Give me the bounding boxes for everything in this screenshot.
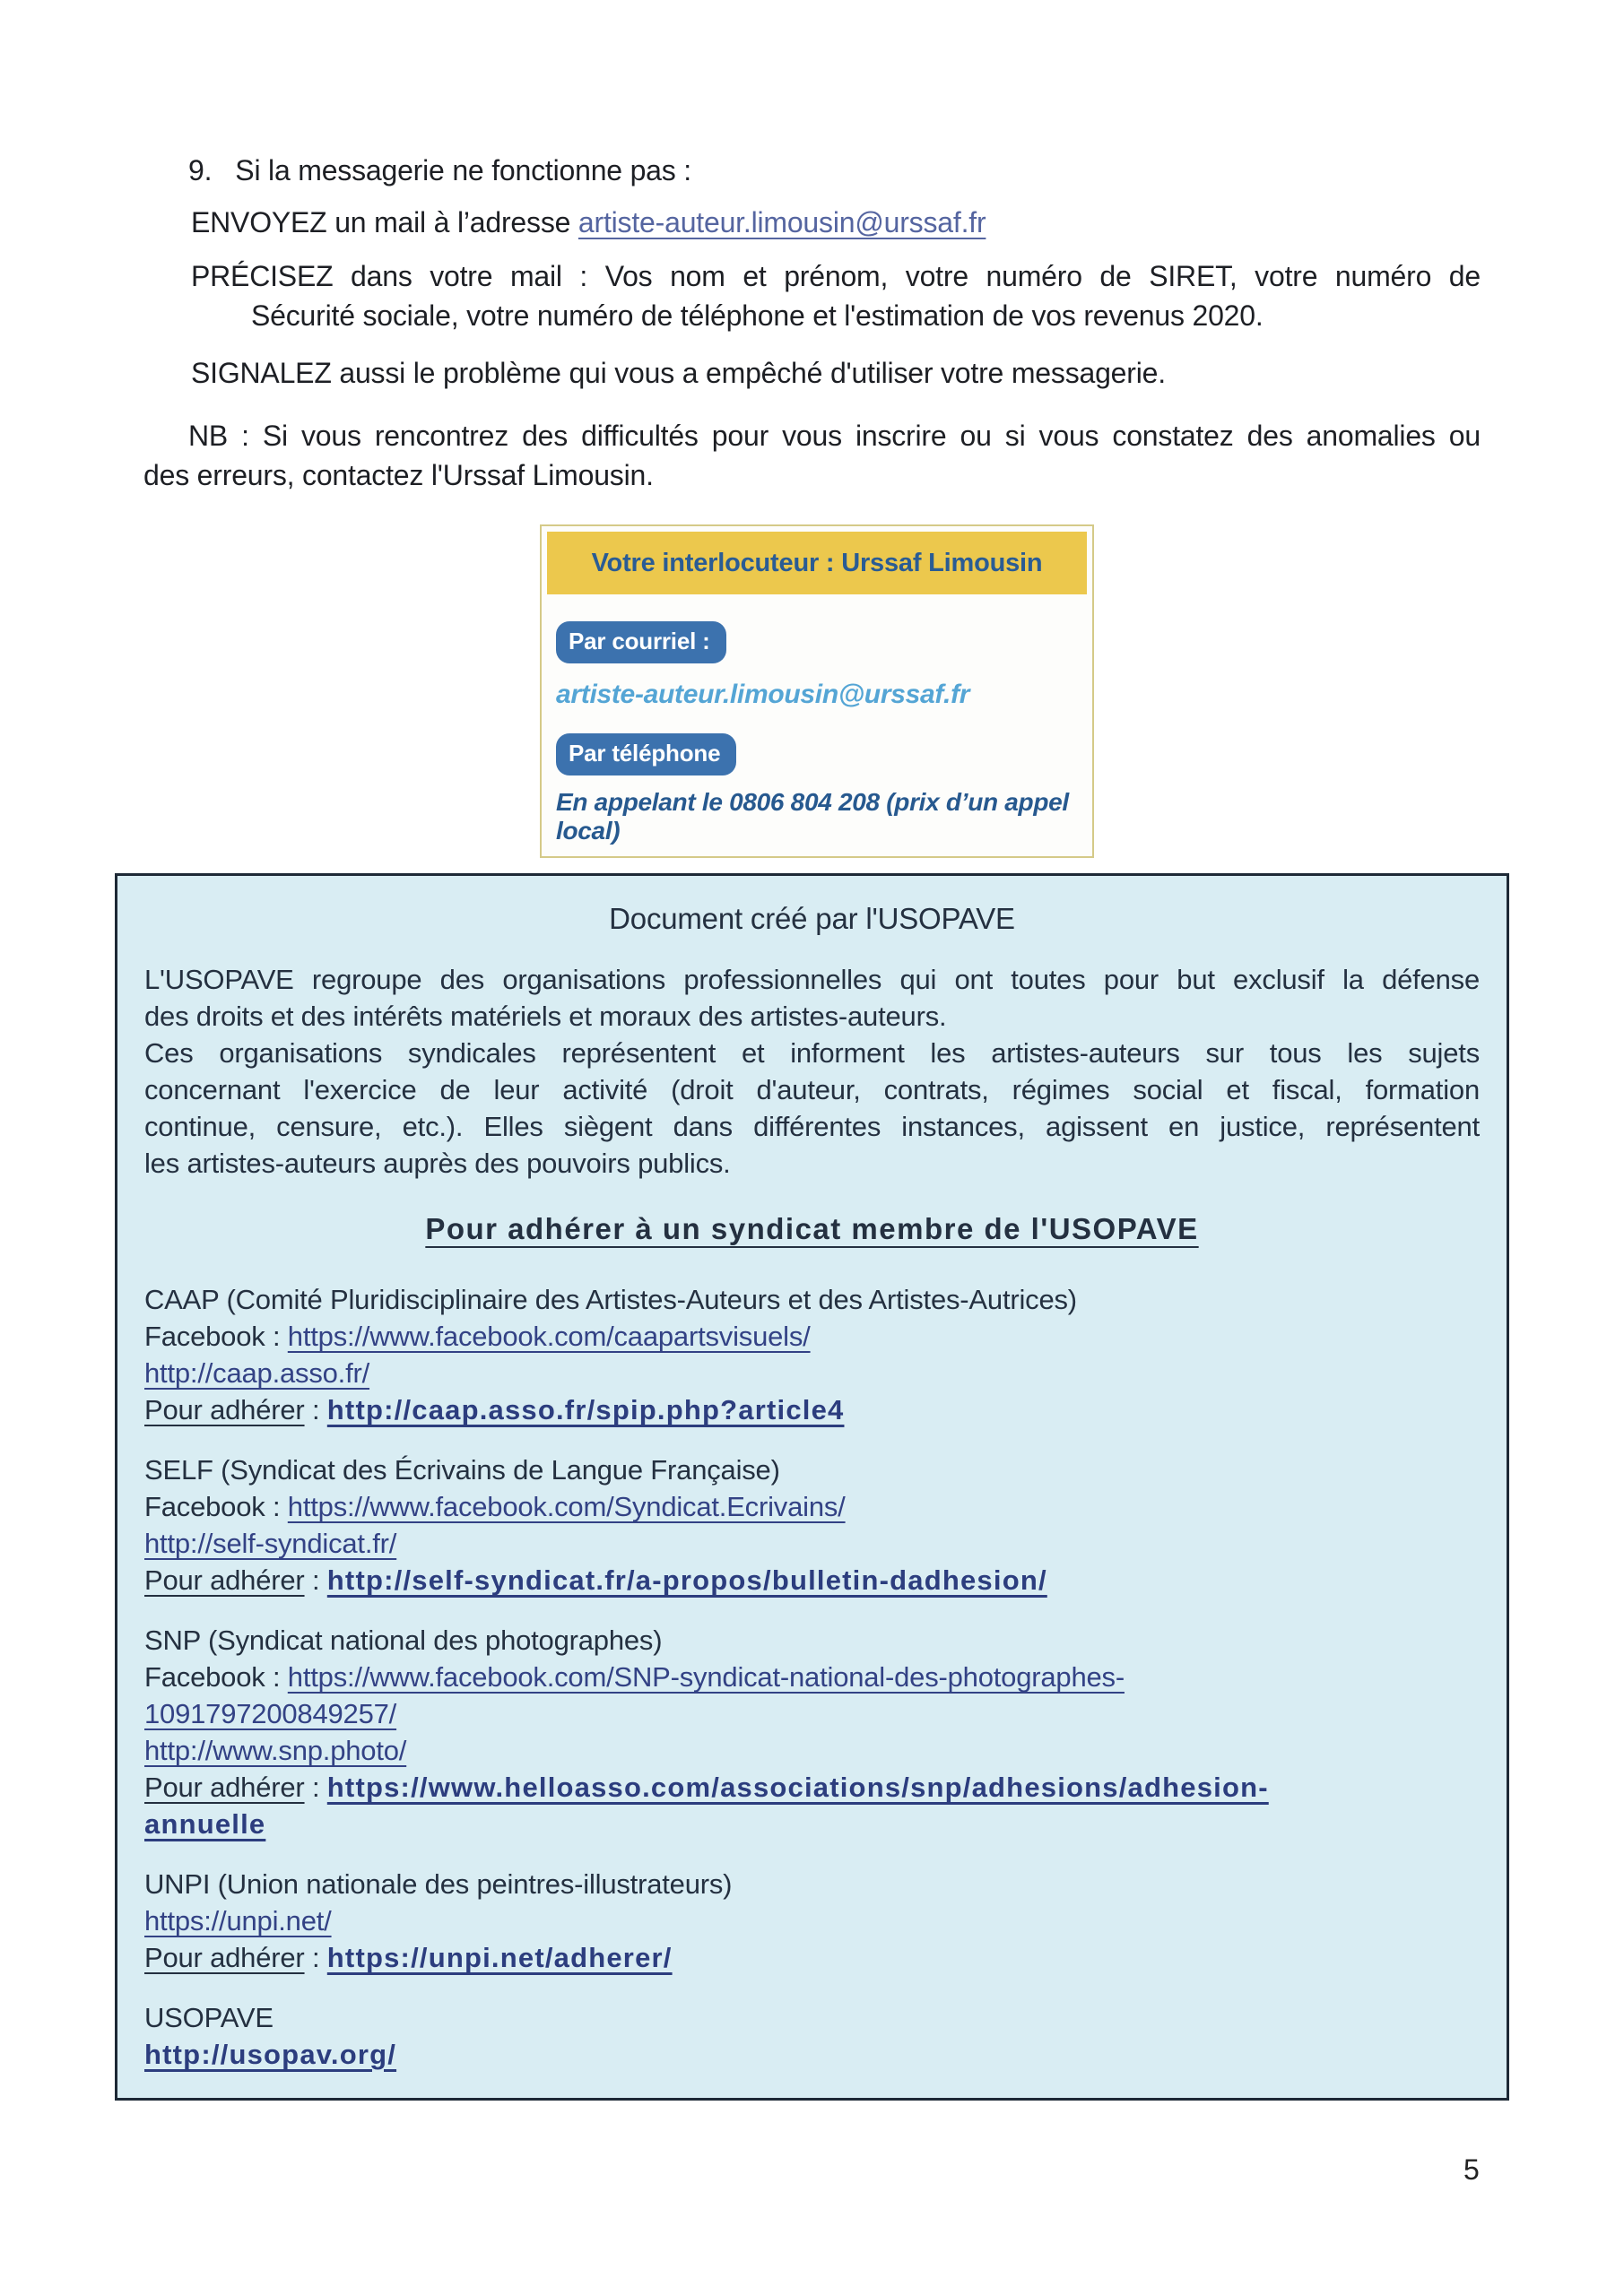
nb-paragraph: [143, 416, 1481, 495]
signalez-line: SIGNALEZ aussi le problème qui vous a empêché d'utiliser votre messagerie.: [191, 357, 1166, 389]
paragraph-line: Ces organisations syndicales représentent et informent les artistes-auteurs sur tous les sujets: [144, 1037, 1480, 1069]
page-number: 5: [1463, 2153, 1480, 2186]
org-link[interactable]: annuelle: [144, 1808, 266, 1840]
org-line: [144, 1866, 1480, 1902]
org-text: Facebook :: [144, 1491, 288, 1522]
contact-phone-line: En appelant le 0806 804 208 (prix d’un appel local): [556, 788, 1069, 845]
numbered-item-9: [188, 151, 1481, 190]
org-text: :: [304, 1394, 327, 1425]
usopave-box: [115, 873, 1509, 2101]
item-number: 9.: [188, 154, 213, 186]
org-text: UNPI (Union nationale des peintres-illustrateurs): [144, 1868, 733, 1900]
nb-line-2: des erreurs, contactez l'Urssaf Limousin.: [143, 459, 654, 491]
org-text: :: [304, 1564, 327, 1596]
org-line: [144, 1451, 1480, 1488]
org-line: [144, 1806, 1480, 1842]
org-link[interactable]: https://www.facebook.com/caapartsvisuels/: [287, 1321, 811, 1352]
item-title: Si la messagerie ne fonctionne pas :: [235, 154, 691, 186]
email-badge: Par courriel :: [556, 621, 726, 663]
top-section: [143, 151, 1481, 495]
org-line: [144, 1659, 1480, 1695]
contact-card-header: [547, 532, 1087, 594]
org-line: [144, 1281, 1480, 1318]
org-link[interactable]: https://www.facebook.com/SNP-syndicat-national-des-photographes-: [287, 1661, 1125, 1693]
org-text: :: [304, 1942, 327, 1973]
adhere-label: Pour adhérer: [144, 1564, 305, 1596]
envoyez-text: ENVOYEZ un mail à l’adresse: [191, 206, 578, 238]
org-line: [144, 1488, 1480, 1525]
org-text: CAAP (Comité Pluridisciplinaire des Artistes-Auteurs et des Artistes-Autrices): [144, 1284, 1077, 1315]
adhere-label: Pour adhérer: [144, 1772, 305, 1803]
org-line: [144, 1355, 1480, 1391]
org-block: [144, 1451, 1480, 1599]
org-line: [144, 2036, 1480, 2073]
org-line: [144, 1622, 1480, 1659]
org-line: [144, 1391, 1480, 1428]
org-link[interactable]: http://usopav.org/: [144, 2039, 397, 2070]
org-block: [144, 1622, 1480, 1842]
org-list: [144, 1281, 1480, 2073]
paragraph-line: les artistes-auteurs auprès des pouvoirs publics.: [144, 1148, 731, 1179]
org-line: [144, 1525, 1480, 1562]
contact-card-body: [547, 594, 1087, 845]
nb-line-1: NB : Si vous rencontrez des difficultés pour vous inscrire ou si vous constatez des anomalies ou: [188, 420, 1481, 452]
org-text: SELF (Syndicat des Écrivains de Langue Française): [144, 1454, 780, 1486]
paragraph-line: concernant l'exercice de leur activité (droit d'auteur, contrats, régimes social et fiscal, formation: [144, 1074, 1480, 1105]
org-link[interactable]: http://self-syndicat.fr/a-propos/bulletin-dadhesion/: [326, 1564, 1047, 1596]
usopave-box-title: Document créé par l'USOPAVE: [609, 902, 1015, 935]
org-link[interactable]: https://unpi.net/: [144, 1905, 332, 1936]
org-line: [144, 1999, 1480, 2036]
paragraph-line: L'USOPAVE regroupe des organisations professionnelles qui ont toutes pour but exclusif la défense: [144, 964, 1480, 995]
org-link[interactable]: https://unpi.net/adherer/: [326, 1942, 673, 1973]
paragraph-line: continue, censure, etc.). Elles siègent dans différentes instances, agissent en justice, représentent: [144, 1111, 1480, 1142]
envoyez-line: [191, 203, 1481, 242]
org-line: [144, 1695, 1480, 1732]
adhere-label: Pour adhérer: [144, 1394, 305, 1425]
adhere-label: Pour adhérer: [144, 1942, 305, 1973]
org-line: [144, 1318, 1480, 1355]
contact-card-title: Votre interlocuteur : Urssaf Limousin: [591, 548, 1043, 577]
org-link[interactable]: http://caap.asso.fr/: [144, 1357, 370, 1389]
contact-card: [540, 524, 1094, 858]
org-line: [144, 1769, 1480, 1806]
org-line: [144, 1732, 1480, 1769]
org-block: [144, 1866, 1480, 1976]
org-line: [144, 1562, 1480, 1599]
adhere-heading: Pour adhérer à un syndicat membre de l'USOPAVE: [425, 1212, 1199, 1245]
precisez-paragraph: [143, 256, 1481, 335]
contact-email: artiste-auteur.limousin@urssaf.fr: [556, 680, 970, 709]
org-link[interactable]: http://caap.asso.fr/spip.php?article4: [326, 1394, 845, 1425]
org-line: [144, 1939, 1480, 1976]
org-text: USOPAVE: [144, 2002, 274, 2033]
org-block: [144, 1281, 1480, 1428]
org-block: [144, 1999, 1480, 2073]
org-text: SNP (Syndicat national des photographes): [144, 1625, 663, 1656]
phone-badge: Par téléphone: [556, 733, 736, 775]
org-link[interactable]: http://self-syndicat.fr/: [144, 1528, 397, 1559]
org-link[interactable]: 1091797200849257/: [144, 1698, 397, 1729]
paragraph-line: des droits et des intérêts matériels et moraux des artistes-auteurs.: [144, 1001, 947, 1032]
precisez-line-1: PRÉCISEZ dans votre mail : Vos nom et prénom, votre numéro de SIRET, votre numéro de: [191, 260, 1481, 292]
org-text: Facebook :: [144, 1321, 288, 1352]
org-link[interactable]: https://www.helloasso.com/associations/snp/adhesions/adhesion-: [326, 1772, 1269, 1803]
precisez-line-2: Sécurité sociale, votre numéro de téléphone et l'estimation de vos revenus 2020.: [251, 299, 1264, 332]
org-link[interactable]: http://www.snp.photo/: [144, 1735, 407, 1766]
org-text: Facebook :: [144, 1661, 288, 1693]
usopave-paragraph: [144, 961, 1480, 1182]
org-text: :: [304, 1772, 327, 1803]
email-link[interactable]: artiste-auteur.limousin@urssaf.fr: [578, 206, 986, 238]
org-line: [144, 1902, 1480, 1939]
org-link[interactable]: https://www.facebook.com/Syndicat.Ecrivains/: [287, 1491, 846, 1522]
